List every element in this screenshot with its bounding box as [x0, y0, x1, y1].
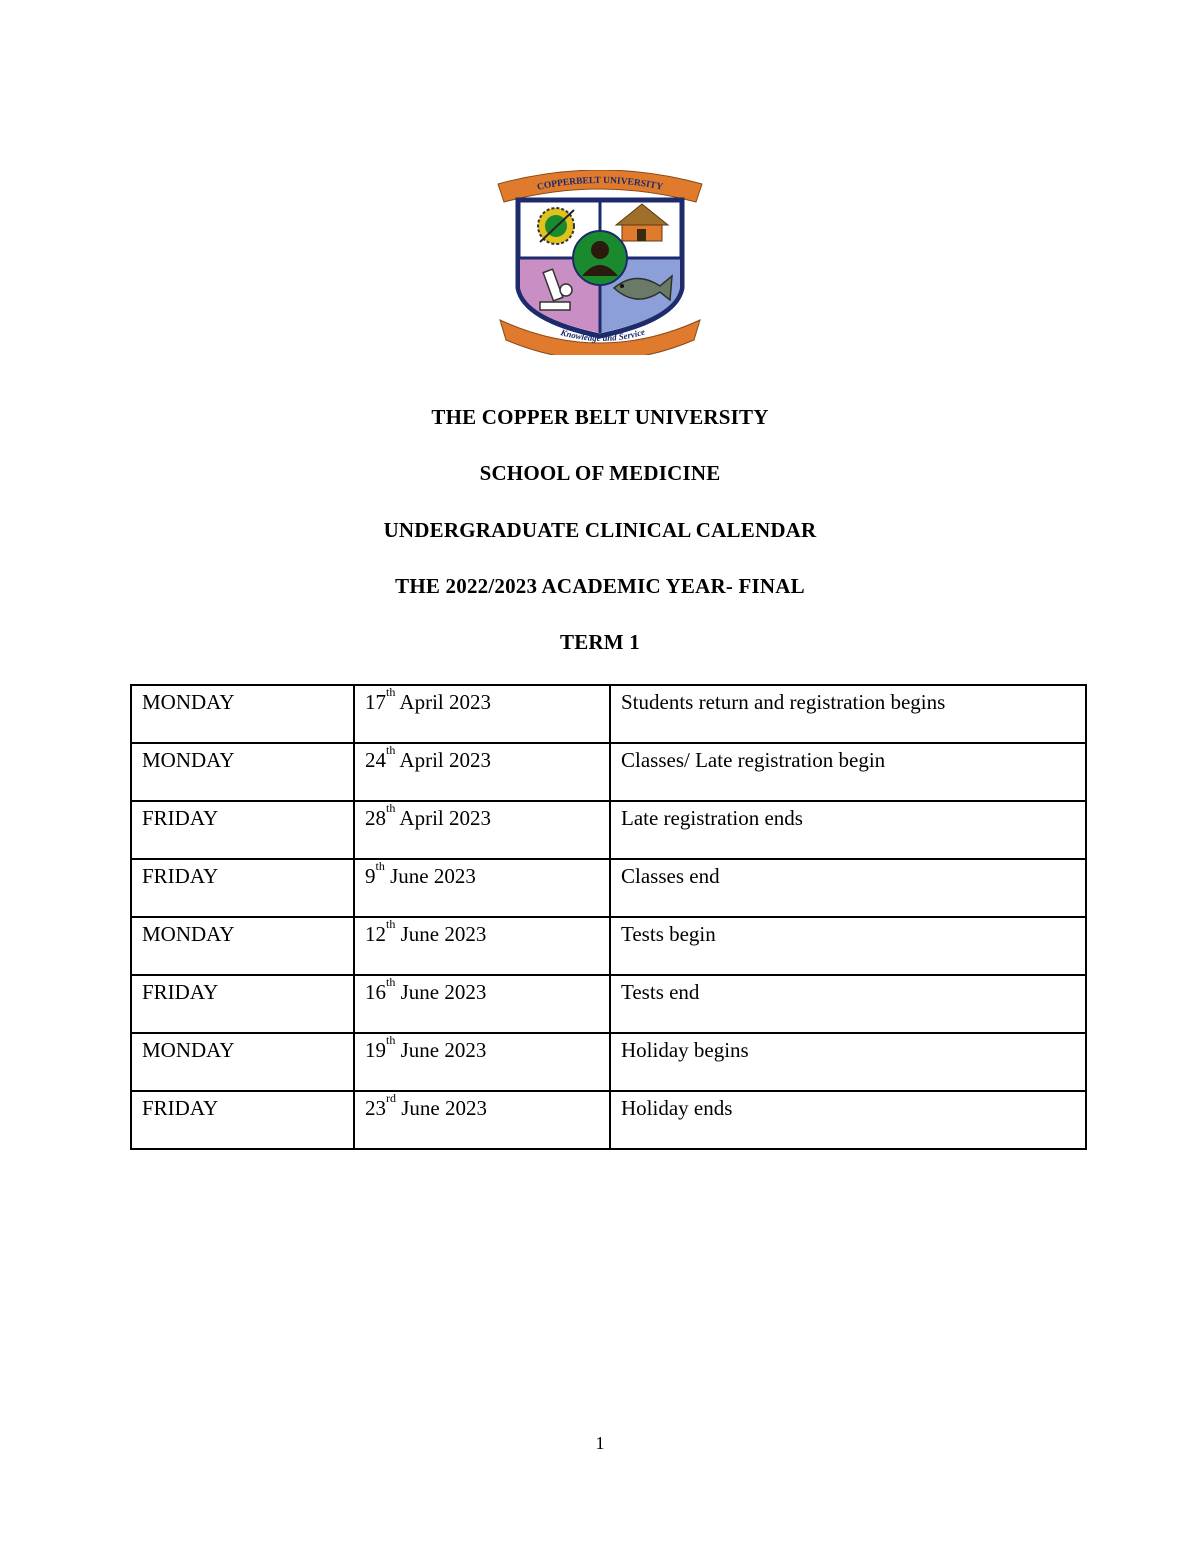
event-cell: Late registration ends: [610, 801, 1086, 859]
academic-year-title: THE 2022/2023 ACADEMIC YEAR- FINAL: [395, 574, 805, 598]
day-cell: FRIDAY: [131, 975, 354, 1033]
date-number: 17: [365, 690, 386, 714]
event-cell: Tests end: [610, 975, 1086, 1033]
date-cell: [354, 1091, 610, 1149]
event-cell: Classes/ Late registration begin: [610, 743, 1086, 801]
date-suffix: th: [375, 859, 385, 873]
table-row: [131, 975, 1086, 1033]
date-number: 28: [365, 806, 386, 830]
crest-banner-top-text: COPPERBELT UNIVERSITY: [536, 175, 664, 193]
calendar-title: UNDERGRADUATE CLINICAL CALENDAR: [383, 518, 817, 542]
table-row: [131, 743, 1086, 801]
day-cell: FRIDAY: [131, 801, 354, 859]
date-month-year: April 2023: [395, 748, 492, 772]
date-suffix: th: [386, 1033, 396, 1047]
date-suffix: th: [386, 801, 396, 815]
date-number: 9: [365, 864, 376, 888]
date-suffix: th: [386, 917, 396, 931]
date-cell: [354, 1033, 610, 1091]
date-month-year: June 2023: [395, 922, 487, 946]
university-title: THE COPPER BELT UNIVERSITY: [431, 405, 769, 429]
page-number: 1: [595, 1433, 605, 1453]
crest-banner-bottom-text: Knowledge and Service: [559, 326, 647, 344]
date-month-year: June 2023: [396, 1096, 487, 1120]
date-number: 23: [365, 1096, 386, 1120]
term-title: TERM 1: [560, 630, 640, 654]
event-cell: Students return and registration begins: [610, 685, 1086, 743]
university-crest-logo: [496, 170, 704, 355]
event-cell: Tests begin: [610, 917, 1086, 975]
date-suffix: th: [386, 743, 396, 757]
date-number: 16: [365, 980, 386, 1004]
table-row: [131, 801, 1086, 859]
date-cell: [354, 685, 610, 743]
day-cell: MONDAY: [131, 685, 354, 743]
date-month-year: June 2023: [395, 980, 487, 1004]
date-suffix: rd: [386, 1091, 396, 1105]
date-month-year: June 2023: [384, 864, 476, 888]
date-cell: [354, 917, 610, 975]
date-cell: [354, 859, 610, 917]
date-number: 24: [365, 748, 386, 772]
table-row: [131, 1033, 1086, 1091]
table-row: [131, 685, 1086, 743]
date-number: 12: [365, 922, 386, 946]
date-cell: [354, 743, 610, 801]
day-cell: FRIDAY: [131, 1091, 354, 1149]
day-cell: FRIDAY: [131, 859, 354, 917]
day-cell: MONDAY: [131, 1033, 354, 1091]
date-cell: [354, 801, 610, 859]
school-title: SCHOOL OF MEDICINE: [479, 461, 721, 485]
table-row: [131, 1091, 1086, 1149]
table-row: [131, 859, 1086, 917]
day-cell: MONDAY: [131, 743, 354, 801]
table-row: [131, 917, 1086, 975]
date-suffix: th: [386, 685, 396, 699]
day-cell: MONDAY: [131, 917, 354, 975]
date-number: 19: [365, 1038, 386, 1062]
event-cell: Classes end: [610, 859, 1086, 917]
date-month-year: June 2023: [395, 1038, 487, 1062]
date-cell: [354, 975, 610, 1033]
date-month-year: April 2023: [395, 690, 492, 714]
date-suffix: th: [386, 975, 396, 989]
event-cell: Holiday ends: [610, 1091, 1086, 1149]
event-cell: Holiday begins: [610, 1033, 1086, 1091]
calendar-table: [130, 684, 1087, 1150]
date-month-year: April 2023: [395, 806, 492, 830]
